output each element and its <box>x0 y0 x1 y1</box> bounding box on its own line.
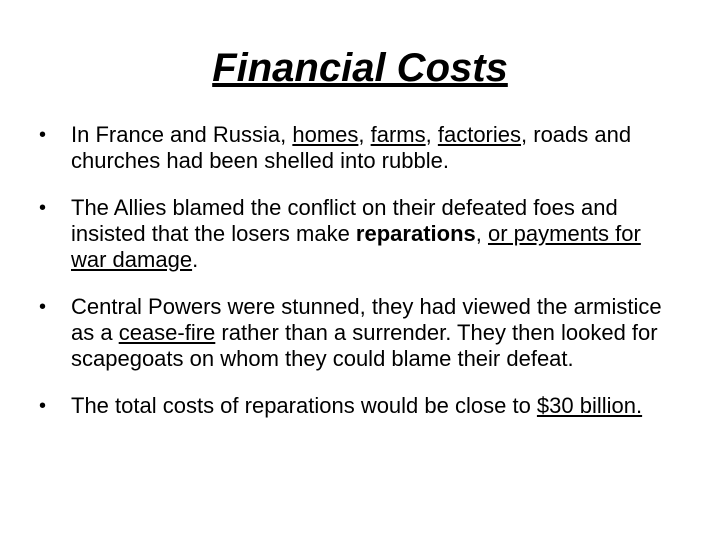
underlined-term: or payments for war damage <box>71 221 641 272</box>
bullet-item <box>0 294 720 372</box>
bold-term: reparations <box>355 221 476 246</box>
bullet-item <box>0 195 720 273</box>
bullet-text: Central Powers were stunned, they had viewed the armistice as a cease-fire rather than a surrender. They then looked for scapegoats on whom they could blame their defeat. <box>71 294 662 371</box>
bullet-dot: • <box>39 197 47 219</box>
bullet-text: The total costs of reparations would be close to $30 billion. <box>71 393 643 418</box>
bullet-dot: • <box>39 296 47 318</box>
underlined-term: cease-fire <box>118 320 216 345</box>
bullet-text: The Allies blamed the conflict on their defeated foes and insisted that the losers make reparations, or payments for war damage. <box>71 195 641 272</box>
bullet-list <box>0 122 720 440</box>
bullet-dot: • <box>39 395 47 417</box>
underlined-term: farms <box>370 122 426 147</box>
underlined-term: homes <box>292 122 359 147</box>
underlined-term: $30 billion. <box>536 393 643 418</box>
slide-title: Financial Costs <box>212 46 508 90</box>
bullet-dot: • <box>39 124 47 146</box>
bullet-text: In France and Russia, homes, farms, factories, roads and churches had been shelled into rubble. <box>71 122 632 173</box>
bullet-item <box>0 393 720 419</box>
bullet-item <box>0 122 720 174</box>
underlined-term: factories <box>437 122 522 147</box>
